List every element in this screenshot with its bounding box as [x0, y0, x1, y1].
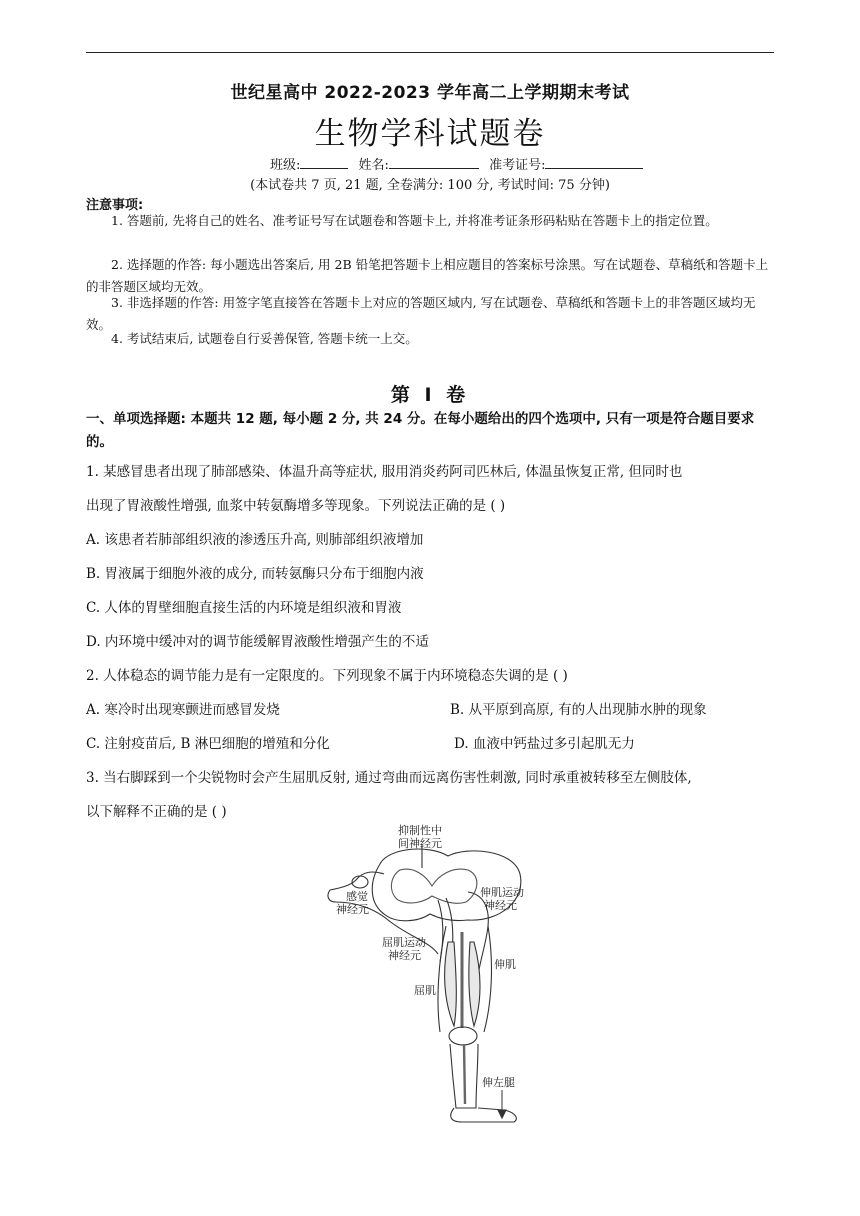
student-info-line [270, 154, 649, 173]
label-inhibitory-1: 抑制性中 [398, 825, 442, 837]
extensor-muscle [469, 942, 480, 1026]
name-blank [389, 156, 479, 169]
tibia [464, 1044, 465, 1104]
school-title: 世纪星高中 2022-2023 学年高二上学期期末考试 [230, 83, 630, 103]
notice-item-1: 1. 答题前, 先将自己的姓名、准考证号写在试题卷和答题卡上, 并将准考证条形码粘贴在答题卡上的指定位置。 [111, 213, 718, 228]
label-sensory-2: 神经元 [336, 904, 369, 916]
label-flexor-motor-1: 屈肌运动 [382, 937, 426, 949]
label-flexor: 屈肌 [414, 985, 436, 997]
q2-option-b: B. 从平原到高原, 有的人出现肺水肿的现象 [450, 702, 707, 718]
notice-item-3: 3. 非选择题的作答: 用签字笔直接答在答题卡上对应的答题区域内, 写在试题卷、草稿纸和答题卡上的非答题区域均无效。 [86, 295, 756, 332]
top-rule [86, 52, 774, 53]
notice-item-2: 2. 选择题的作答: 每小题选出答案后, 用 2B 铅笔把答题卡上相应题目的答案标号涂黑。写在试题卷、草稿纸和答题卡上的非答题区域均无效。 [86, 257, 769, 294]
knee [449, 1027, 477, 1045]
q1-option-d: D. 内环境中缓冲对的调节能缓解胃液酸性增强产生的不适 [86, 634, 429, 650]
label-extensor: 伸肌 [494, 959, 516, 971]
q1-option-b: B. 胃液属于细胞外液的成分, 而转氨酶只分布于细胞内液 [86, 566, 424, 582]
section-title: 一、单项选择题: 本题共 12 题, 每小题 2 分, 共 24 分。在每小题给出的四个选项中, 只有一项是符合题目要求的。 [86, 411, 755, 450]
name-label: 姓名: [358, 158, 389, 173]
notice-title: 注意事项: [86, 198, 144, 213]
label-flexor-motor-2: 神经元 [388, 950, 421, 962]
label-extensor-motor-2: 神经元 [484, 900, 517, 912]
label-left-leg: 伸左腿 [482, 1077, 515, 1089]
label-inhibitory-2: 间神经元 [398, 838, 442, 850]
q2-option-c: C. 注射疫苗后, B 淋巴细胞的增殖和分化 [86, 736, 330, 752]
q3-stem-line1: 3. 当右脚踩到一个尖锐物时会产生屈肌反射, 通过弯曲而远离伤害性刺激, 同时承重被转移至左侧肢体, [86, 770, 692, 786]
label-extensor-motor-1: 伸肌运动 [480, 887, 524, 899]
q1-stem-line1: 1. 某感冒患者出现了肺部感染、体温升高等症状, 服用消炎药阿司匹林后, 体温虽恢复正常, 但同时也 [86, 464, 683, 480]
ticket-blank [545, 156, 643, 169]
notice-item-4: 4. 考试结束后, 试题卷自行妥善保管, 答题卡统一上交。 [111, 331, 418, 346]
q1-option-a: A. 该患者若肺部组织液的渗透压升高, 则肺部组织液增加 [86, 532, 424, 548]
flexor-muscle [445, 942, 457, 1026]
exam-note: (本试卷共 7 页, 21 题, 全卷满分: 100 分, 考试时间: 75 分钟) [250, 178, 610, 193]
flexor-motor-fibre [438, 900, 443, 962]
subject-title: 生物学科试题卷 [314, 116, 546, 152]
q1-option-c: C. 人体的胃壁细胞直接生活的内环境是组织液和胃液 [86, 600, 402, 616]
grey-matter [391, 869, 476, 903]
class-label: 班级: [270, 158, 301, 173]
q2-option-d: D. 血液中钙盐过多引起肌无力 [454, 736, 635, 752]
q2-stem: 2. 人体稳态的调节能力是有一定限度的。下列现象不属于内环境稳态失调的是 ( ) [86, 668, 568, 684]
reflex-arc-figure [318, 822, 543, 1132]
q2-option-a: A. 寒冷时出现寒颤进而感冒发烧 [86, 702, 280, 718]
label-sensory-1: 感觉 [346, 891, 368, 903]
volume-title: 第 I 卷 [390, 384, 470, 406]
class-blank [300, 156, 348, 169]
q3-stem-line2: 以下解释不正确的是 ( ) [86, 804, 227, 820]
q1-stem-line2: 出现了胃液酸性增强, 血浆中转氨酶增多等现象。下列说法正确的是 ( ) [86, 498, 506, 514]
ticket-label: 准考证号: [489, 158, 546, 173]
